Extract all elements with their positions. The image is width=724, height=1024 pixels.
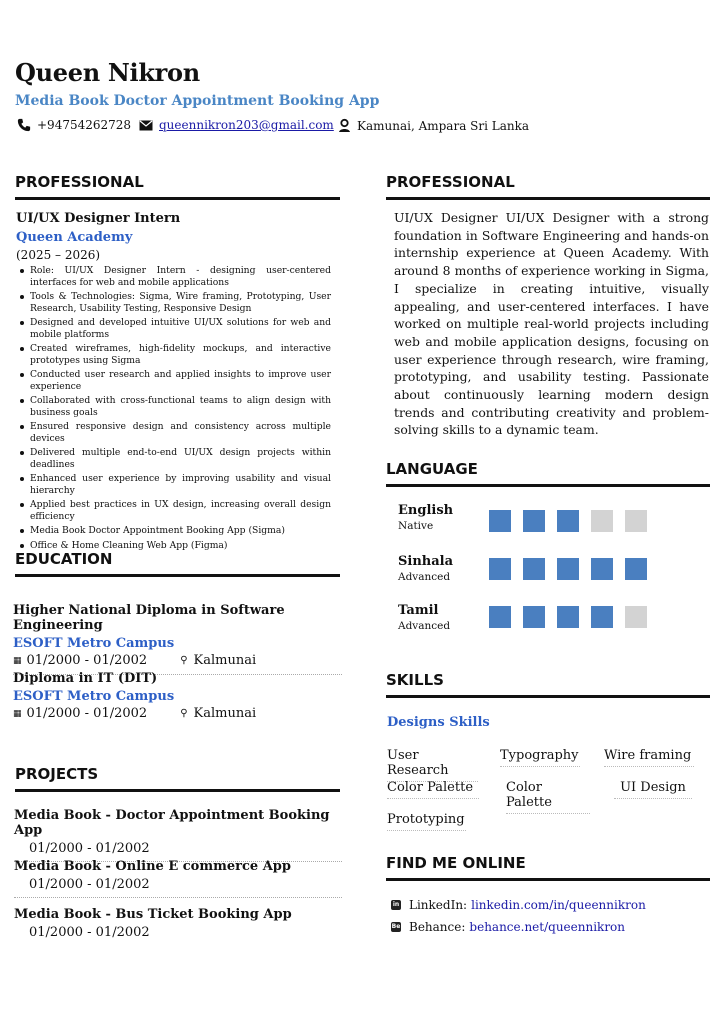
- project-period: 01/2000 - 01/2002: [29, 925, 150, 940]
- language-level: Advanced: [398, 571, 451, 583]
- behance-icon: Be: [391, 923, 401, 930]
- bullet-item: Delivered multiple end-to-end UI/UX design projects within deadlines: [30, 447, 331, 470]
- rating-square-filled: [591, 606, 613, 628]
- language-item: [398, 554, 453, 583]
- envelope-icon: [139, 120, 153, 131]
- experience-divider: [15, 197, 340, 200]
- skills-subtitle: Designs Skills: [387, 715, 490, 730]
- bullet-item: Created wireframes, high-fidelity mockups, and interactive prototypes using Sigma: [30, 343, 331, 366]
- online-divider: [386, 878, 710, 881]
- location-pin-icon: ⚲: [180, 708, 188, 719]
- rating-square-filled: [489, 510, 511, 532]
- rating-square-empty: [591, 510, 613, 532]
- language-heading: LANGUAGE: [386, 460, 478, 478]
- bullet-item: Ensured responsive design and consistency across multiple devices: [30, 421, 331, 444]
- rating-square-filled: [489, 606, 511, 628]
- projects-divider: [15, 789, 340, 792]
- language-name: Tamil: [398, 603, 439, 618]
- bullet-item: Role: UI/UX Designer Intern - designing user-centered interfaces for web and mobile applications: [30, 265, 331, 288]
- calendar-icon: ▦: [13, 708, 22, 719]
- experience-bullets-container: [18, 265, 331, 551]
- skill-tag: User Research: [387, 748, 478, 782]
- education-period: 01/2000 - 01/2002: [26, 653, 148, 668]
- behance-link[interactable]: behance.net/queennikron: [469, 920, 626, 934]
- calendar-icon: ▦: [13, 655, 22, 666]
- skill-tag: UI Design: [614, 780, 692, 799]
- experience-bullets: [18, 265, 331, 551]
- language-level: Advanced: [398, 620, 451, 632]
- job-title: UI/UX Designer Intern: [16, 211, 181, 226]
- bullet-item: Enhanced user experience by improving usability and visual hierarchy: [30, 473, 331, 496]
- degree-title: Diploma in IT (DIT): [13, 671, 158, 686]
- location-pin-icon: ⚲: [180, 655, 188, 666]
- rating-square-filled: [489, 558, 511, 580]
- experience-heading: PROFESSIONAL: [15, 173, 144, 191]
- phone-number: +94754262728: [37, 118, 132, 132]
- rating-square-filled: [625, 558, 647, 580]
- skill-tag: Wire framing: [604, 748, 694, 767]
- language-level: Native: [398, 520, 434, 532]
- bullet-item: Office & Home Cleaning Web App (Figma): [30, 540, 331, 552]
- education-heading: EDUCATION: [15, 550, 113, 568]
- education-item: [13, 671, 342, 731]
- skills-heading: SKILLS: [386, 671, 444, 689]
- education-meta: [13, 706, 342, 721]
- resume-subtitle: Media Book Doctor Appointment Booking App: [15, 93, 380, 109]
- education-divider: [15, 574, 340, 577]
- location-text: Kamunai, Ampara Sri Lanka: [357, 118, 530, 133]
- school-name: ESOFT Metro Campus: [13, 636, 175, 651]
- rating-square-filled: [523, 558, 545, 580]
- location-pin-icon: [338, 118, 351, 133]
- project-name: Media Book - Doctor Appointment Booking App: [14, 808, 330, 838]
- online-heading: FIND ME ONLINE: [386, 854, 526, 872]
- education-item: [13, 603, 342, 668]
- resume-name: Queen Nikron: [15, 58, 200, 87]
- linkedin-row: [391, 898, 646, 912]
- skill-tag: Color Palette: [387, 780, 479, 799]
- language-divider: [386, 484, 710, 487]
- rating-square-filled: [523, 606, 545, 628]
- linkedin-label: LinkedIn:: [409, 898, 468, 912]
- summary-heading: PROFESSIONAL: [386, 173, 515, 191]
- email-contact: [139, 118, 334, 132]
- projects-heading: PROJECTS: [15, 765, 99, 783]
- rating-square-empty: [625, 510, 647, 532]
- project-name: Media Book - Bus Ticket Booking App: [14, 907, 292, 922]
- degree-title: Higher National Diploma in Software Engineering: [13, 603, 285, 633]
- project-item: [14, 859, 342, 898]
- behance-label: Behance:: [409, 920, 466, 934]
- bullet-item: Conducted user research and applied insights to improve user experience: [30, 369, 331, 392]
- education-period: 01/2000 - 01/2002: [26, 706, 148, 721]
- linkedin-icon: in: [392, 901, 400, 908]
- language-name: English: [398, 503, 454, 518]
- phone-icon: [17, 118, 31, 132]
- project-period: 01/2000 - 01/2002: [14, 841, 342, 862]
- rating-square-filled: [557, 558, 579, 580]
- project-period: 01/2000 - 01/2002: [14, 877, 342, 898]
- bullet-item: Designed and developed intuitive UI/UX solutions for web and mobile platforms: [30, 317, 331, 340]
- education-place: Kalmunai: [193, 706, 257, 721]
- bullet-item: Applied best practices in UX design, increasing overall design efficiency: [30, 499, 331, 522]
- rating-square-empty: [625, 606, 647, 628]
- rating-square-filled: [557, 606, 579, 628]
- skill-tag: Prototyping: [387, 812, 466, 831]
- school-name: ESOFT Metro Campus: [13, 689, 175, 704]
- behance-row: [391, 920, 625, 934]
- education-place: Kalmunai: [193, 653, 257, 668]
- summary-divider: [386, 197, 710, 200]
- language-item: [398, 603, 450, 632]
- bullet-item: Tools & Technologies: Sigma, Wire framing, Prototyping, User Research, Usability Testing, Responsive Design: [30, 291, 331, 314]
- job-period: (2025 – 2026): [16, 248, 101, 262]
- location-contact: [338, 118, 529, 133]
- bullet-item: Media Book Doctor Appointment Booking App (Sigma): [30, 525, 331, 537]
- project-item: [14, 907, 342, 940]
- rating-square-filled: [557, 510, 579, 532]
- skill-tag: Color Palette: [506, 780, 590, 814]
- linkedin-link[interactable]: linkedin.com/in/queennikron: [471, 898, 646, 912]
- language-name: Sinhala: [398, 554, 454, 569]
- summary-text: UI/UX Designer UI/UX Designer with a strong foundation in Software Engineering and hands-on internship experience at Queen Academy. With around 8 months of experience working in Sigma, I specialize in creating intuitive, visually appealing, and user-centered interfaces. I have worked on multiple real-world projects including web and mobile application designs, focusing on user experience through research, wire framing, prototyping, and usability testing. Passionate about continuously learning modern design trends and contributing creativity and problem-solving skills to a dynamic team.: [394, 210, 709, 438]
- language-item: [398, 503, 453, 532]
- rating-square-filled: [523, 510, 545, 532]
- skill-tag: Typography: [500, 748, 580, 767]
- bullet-item: Collaborated with cross-functional teams to align design with business goals: [30, 395, 331, 418]
- project-item: [14, 808, 342, 862]
- phone-contact: [17, 118, 131, 132]
- email-link[interactable]: queennikron203@gmail.com: [159, 118, 334, 132]
- project-name: Media Book - Online E commerce App: [14, 859, 291, 874]
- skills-divider: [386, 695, 710, 698]
- rating-square-filled: [591, 558, 613, 580]
- company-name: Queen Academy: [16, 230, 133, 245]
